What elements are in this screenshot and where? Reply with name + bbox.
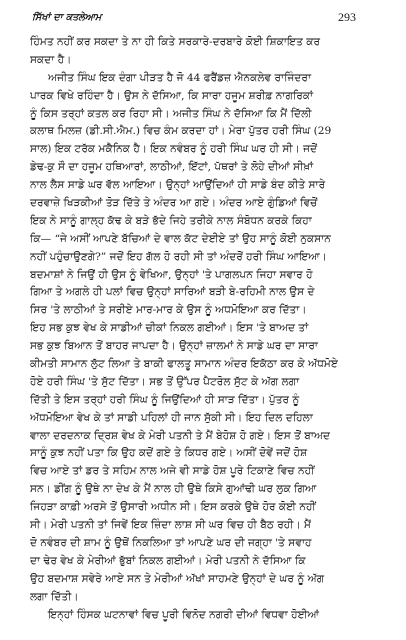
text-line: ਕੀਮਤੀ ਸਾਮਾਨ ਲੁੱਟ ਲਿਆ ਤੇ ਬਾਕੀ ਫਾਲਤੂ ਸਾਮਾਨ ਅੰਦਰ ਇਕੱਠਾ ਕਰ ਕੇ ਅੱਧਮੋਏ xyxy=(30,358,338,371)
body-text xyxy=(30,34,382,624)
text-line: ਹਿੰਮਤ ਨਹੀਂ ਕਰ ਸਕਦਾ ਤੇ ਨਾ ਹੀ ਕਿਤੇ ਸਰਕਾਰੇ-ਦਰਬਾਰੇ ਕੋਈ ਸ਼ਿਕਾਇਤ ਕਰ xyxy=(30,36,321,48)
text-line: ਸਭ ਕੁਝ ਬਿਆਨ ਤੋਂ ਬਾਹਰ ਜਾਪਦਾ ਹੈ। ਉਨ੍ਹਾਂ ਜ਼ਾਲਮਾਂ ਨੇ ਸਾਡੇ ਘਰ ਦਾ ਸਾਰਾ xyxy=(30,340,318,353)
text-line: ਇਹ ਸਭ ਕੁਝ ਵੇਖ ਕੇ ਸਾਡੀਆਂ ਚੀਕਾਂ ਨਿਕਲ ਗਈਆਂ। ਇਸ 'ਤੇ ਬਾਅਦ ਤਾਂ xyxy=(30,322,309,335)
text-line: ਸਾਲ) ਇਕ ਟਰੱਕ ਮਕੈਨਿਕ ਹੈ। ਇਕ ਨਵੰਬਰ ਨੂੰ ਹਰੀ ਸਿੰਘ ਘਰ ਹੀ ਸੀ। ਜਦੋਂ xyxy=(30,143,318,156)
text-line: ਡੇਢ-ਕੁ ਸੌ ਦਾ ਹਜੂਮ ਹਥਿਆਰਾਂ, ਲਾਠੀਆਂ, ਇੱਟਾਂ, ਪੱਥਰਾਂ ਤੇ ਲੋਹੇ ਦੀਆਂ ਸੀਖ਼ਾਂ xyxy=(30,161,314,174)
text-line: ਬਦਮਾਸ਼ਾਂ ਨੇ ਜਿਉਂ ਹੀ ਉਸ ਨੂੰ ਵੇਖਿਆ, ਉਨ੍ਹਾਂ 'ਤੇ ਪਾਗਲਪਨ ਜਿਹਾ ਸਵਾਰ ਹੋ xyxy=(30,268,313,281)
text-line: ਜਿਹੜਾ ਕਾਫ਼ੀ ਅਰਸੇ ਤੋਂ ਉਸਾਰੀ ਅਧੀਨ ਸੀ। ਇਸ ਕਰਕੇ ਉਥੇ ਹੋਰ ਕੋਈ ਨਹੀਂ xyxy=(30,501,316,514)
text-line: ਗਿਆ ਤੇ ਅਗਲੇ ਹੀ ਪਲਾਂ ਵਿਚ ਉਨ੍ਹਾਂ ਸਾਰਿਆਂ ਬੜੀ ਬੇ-ਰਹਿਮੀ ਨਾਲ ਉਸ ਦੇ xyxy=(30,286,315,299)
text-line: ਅਜੀਤ ਸਿੰਘ ਇਕ ਦੰਗਾ ਪੀੜਤ ਹੈ ਜੋ 44 ਫਰੈਂਡਜ਼ ਐਨਕਲੇਵ ਰਾਜਿੰਦਰਾ xyxy=(48,71,312,84)
text-line: ਕਲਾਥ ਮਿਲਜ਼ (ਡੀ.ਸੀ.ਐਮ.) ਵਿਚ ਕੰਮ ਕਰਦਾ ਹਾਂ। ਮੇਰਾ ਪੁੱਤਰ ਹਰੀ ਸਿੰਘ (29 xyxy=(30,125,332,138)
text-line: ਸਾਨੂੰ ਕੁਝ ਨਹੀਂ ਪਤਾ ਕਿ ਉਹ ਕਦੋਂ ਗਏ ਤੇ ਕਿਧਰ ਗਏ। ਅਸੀਂ ਦੋਵੇਂ ਜਦੋਂ ਹੋਸ਼ xyxy=(30,447,308,460)
text-line: ਨਹੀਂ ਪਹੁੰਚਾਉਣਗੇ?” ਜਦੋਂ ਇਹ ਗੱਲ ਹੋ ਰਹੀ ਸੀ ਤਾਂ ਅੰਦਰੋਂ ਹਰੀ ਸਿੰਘ ਆਇਆ। xyxy=(30,250,327,263)
running-head: ਸਿੱਖਾਂ ਦਾ ਕਤਲੇਆਮ xyxy=(32,12,102,23)
text-line: ਉਹ ਬਦਮਾਸ਼ ਸਵੇਰੇ ਆਏ ਸਨ ਤੇ ਮੇਰੀਆਂ ਅੱਖਾਂ ਸਾਹਮਣੇ ਉਨ੍ਹਾਂ ਦੇ ਘਰ ਨੂੰ ਅੱਗ xyxy=(30,572,325,585)
text-line: ਦੋ ਨਵੰਬਰ ਦੀ ਸ਼ਾਮ ਨੂੰ ਉਥੋਂ ਨਿਕਲਿਆ ਤਾਂ ਆਪਣੇ ਘਰ ਦੀ ਜਗ੍ਹਾ 'ਤੇ ਸਵਾਹ xyxy=(30,536,312,549)
text-line: ਵਿਚ ਆਏ ਤਾਂ ਡਰ ਤੇ ਸਹਿਮ ਨਾਲ ਅਜੇ ਵੀ ਸਾਡੇ ਹੋਸ਼ ਪੂਰੇ ਟਿਕਾਣੇ ਵਿਚ ਨਹੀਂ xyxy=(30,465,315,478)
text-line: ਲਗਾ ਦਿੱਤੀ। xyxy=(30,590,79,603)
text-line: ਵਾਲਾ ਦਰਦਨਾਕ ਦ੍ਰਿਸ਼ ਵੇਖ ਕੇ ਮੇਰੀ ਪਤਨੀ ਤੇ ਮੈਂ ਬੇਹੋਸ਼ ਹੋ ਗਏ। ਇਸ ਤੋਂ ਬਾਅਦ xyxy=(30,429,331,442)
text-line: ਦਰਵਾਜ਼ੇ ਖਿੜਕੀਆਂ ਤੋੜ ਦਿੱਤੇ ਤੇ ਅੰਦਰ ਆ ਗਏ। ਅੰਦਰ ਆਏ ਗੁੰਡਿਆਂ ਵਿਚੋਂ xyxy=(30,197,318,210)
text-line: ਇਨ੍ਹਾਂ ਹਿੰਸਕ ਘਟਨਾਵਾਂ ਵਿਚ ਪੂਰੀ ਵਿਨੋਦ ਨਗਰੀ ਦੀਆਂ ਵਿਧਵਾ ਹੋਈਆਂ xyxy=(48,608,320,621)
text-line: ਪਾਰਕ ਵਿਖੇ ਰਹਿੰਦਾ ਹੈ। ਉਸ ਨੇ ਦੱਸਿਆ, ਕਿ ਸਾਰਾ ਹਜੂਮ ਸ਼ਰੀਫ਼ ਨਾਗਰਿਕਾਂ xyxy=(30,89,314,102)
text-line: ਨੂੰ ਕਿਸ ਤਰ੍ਹਾਂ ਕਤਲ ਕਰ ਰਿਹਾ ਸੀ। ਅਜੀਤ ਸਿੰਘ ਨੇ ਦੱਸਿਆ ਕਿ ਮੈਂ ਦਿੱਲੀ xyxy=(30,107,312,120)
text-line: ਕਿ— “ਜੇ ਅਸੀਂ ਆਪਣੇ ਬੱਚਿਆਂ ਦੇ ਵਾਲ ਕੱਟ ਦੇਈਏ ਤਾਂ ਉਹ ਸਾਨੂੰ ਕੋਈ ਨੁਕਸਾਨ xyxy=(30,232,331,245)
text-line: ਸਨ। ਡੀਂਗ ਨੂੰ ਉਥੇ ਨਾ ਦੇਖ ਕੇ ਮੈਂ ਨਾਲ ਹੀ ਉਥੇ ਕਿਸੇ ਗੁਆਂਢੀ ਘਰ ਲੁਕ ਗਿਆ xyxy=(30,483,317,496)
text-line: ਦਿੱਤੀ ਤੇ ਇਸ ਤਰ੍ਹਾਂ ਹਰੀ ਸਿੰਘ ਨੂੰ ਜਿਉਂਦਿਆਂ ਹੀ ਸਾੜ ਦਿੱਤਾ। ਪੁੱਤਰ ਨੂੰ xyxy=(30,393,300,406)
text-line: ਦਾ ਢੇਰ ਵੇਖ ਕੇ ਮੇਰੀਆਂ ਭੁੱਬਾਂ ਨਿਕਲ ਗਈਆਂ। ਮੇਰੀ ਪਤਨੀ ਨੇ ਦੱਸਿਆ ਕਿ xyxy=(30,554,306,567)
text-line: ਸੀ। ਮੇਰੀ ਪਤਨੀ ਤਾਂ ਜਿਵੇਂ ਇਕ ਜ਼ਿੰਦਾ ਲਾਸ਼ ਸੀ ਘਰ ਵਿਚ ਹੀ ਬੈਠ ਰਹੀ। ਮੈਂ xyxy=(30,519,311,532)
text-line: ਅੱਧਮੋਇਆ ਵੇਖ ਕੇ ਤਾਂ ਸਾਡੀ ਪਹਿਲਾਂ ਹੀ ਜਾਨ ਸੁੱਕੀ ਸੀ। ਇਹ ਦਿਲ ਦਹਿਲਾ xyxy=(30,411,313,424)
text-line: ਇਕ ਨੇ ਸਾਨੂੰ ਗਾਲ੍ਹ ਕੱਢ ਕੇ ਬੜੇ ਭੱਦੇ ਜਿਹੇ ਤਰੀਕੇ ਨਾਲ ਸੰਬੋਧਨ ਕਰਕੇ ਕਿਹਾ xyxy=(30,214,312,227)
page-number: 293 xyxy=(338,10,356,24)
text-line: ਹੋਏ ਹਰੀ ਸਿੰਘ 'ਤੇ ਸੁੱਟ ਦਿੱਤਾ। ਸਭ ਤੋਂ ਉੱਪਰ ਪੈਟਰੋਲ ਸੁੱਟ ਕੇ ਅੱਗ ਲਗਾ xyxy=(30,375,300,388)
text-line: ਸਕਦਾ ਹੈ। xyxy=(30,53,72,66)
text-line: ਸਿਰ 'ਤੇ ਲਾਠੀਆਂ ਤੇ ਸਰੀਏ ਮਾਰ-ਮਾਰ ਕੇ ਉਸ ਨੂੰ ਅਧਮੋਇਆ ਕਰ ਦਿੱਤਾ। xyxy=(30,304,307,317)
text-line: ਨਾਲ ਲੈਸ ਸਾਡੇ ਘਰ ਵੱਲ ਆਇਆ। ਉਨ੍ਹਾਂ ਆਉਂਦਿਆਂ ਹੀ ਸਾਡੇ ਬੰਦ ਕੀਤੇ ਸਾਰੇ xyxy=(30,179,326,192)
